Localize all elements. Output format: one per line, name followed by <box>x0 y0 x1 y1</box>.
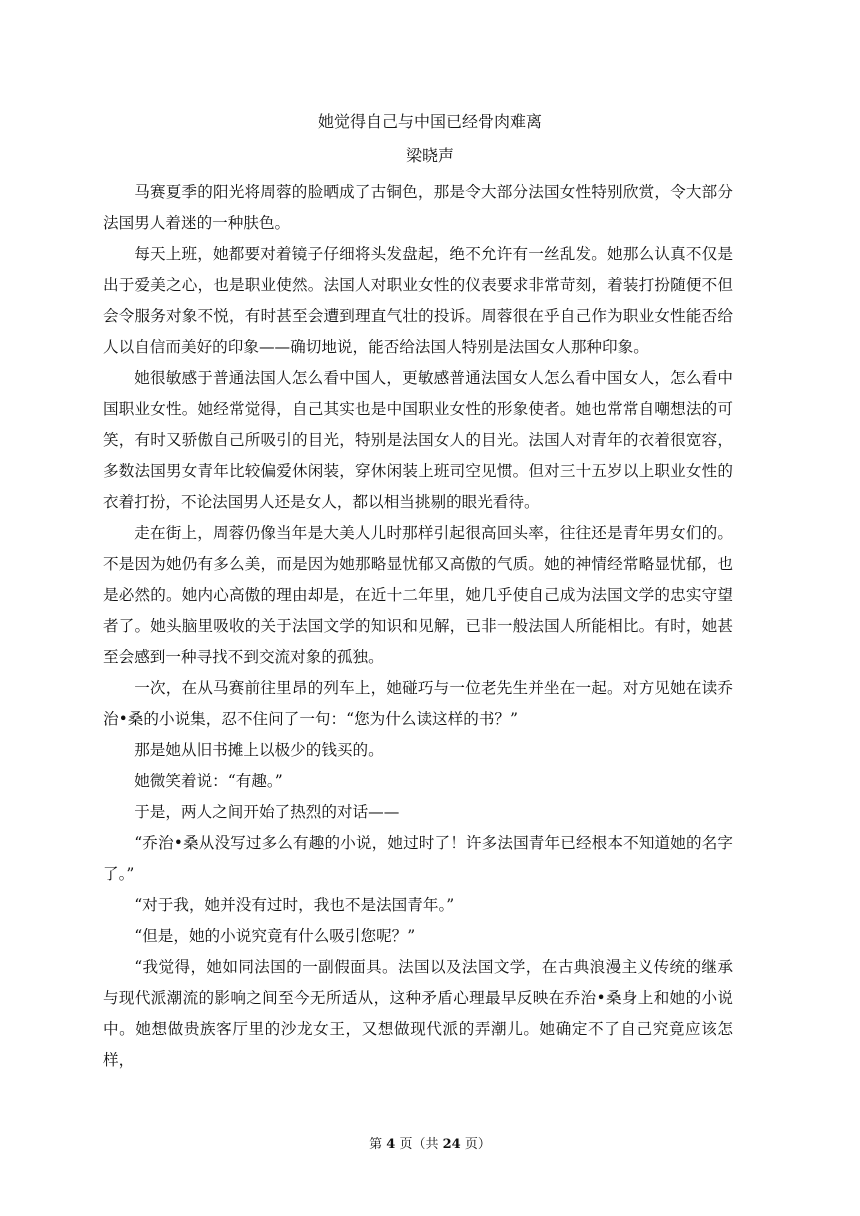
paragraph: “对于我，她并没有过时，我也不是法国青年。” <box>134 896 455 914</box>
paragraph: 她很敏感于普通法国人怎么看中国人，更敏感普通法国女人怎么看中国女人，怎么看中国职业女性。她经常觉得，自己其实也是中国职业女性的形象使者。她也常常自嘲想法的可笑，有时又骄傲自己所吸引的目光，特别是法国女人的目光。法国人对青年的衣着很宽容，多数法国男女青年比较偏爱休闲装，穿休闲装上班司空见惯。但对三十五岁以上职业女性的衣着打扮，不论法国男人还是女人，都以相当挑剔的眼光看待。 <box>103 369 733 511</box>
article-author: 梁晓声 <box>405 146 454 165</box>
paragraph: “乔治•桑从没写过多么有趣的小说，她过时了！许多法国青年已经根本不知道她的名字了。” <box>103 834 733 883</box>
paragraph: 于是，两人之间开始了热烈的对话—— <box>134 803 400 821</box>
page-footer <box>0 1136 860 1154</box>
paragraph: 每天上班，她都要对着镜子仔细将头发盘起，绝不允许有一丝乱发。她那么认真不仅是出于爱美之心，也是职业使然。法国人对职业女性的仪表要求非常苛刻，着装打扮随便不但会令服务对象不悦，有时甚至会遭到理直气壮的投诉。周蓉很在乎自己作为职业女性能否给人以自信而美好的印象——确切地说，能否给法国人特别是法国女人那种印象。 <box>103 245 733 356</box>
paragraph: 那是她从旧书摊上以极少的钱买的。 <box>134 741 384 759</box>
total-page-count: 24 <box>442 1137 461 1152</box>
paragraph: 一次，在从马赛前往里昂的列车上，她碰巧与一位老先生并坐在一起。对方见她在读乔治•桑的小说集，忍不住问了一句：“您为什么读这样的书？” <box>103 679 733 728</box>
paragraph: “但是，她的小说究竟有什么吸引您呢？” <box>134 927 416 945</box>
footer-middle: 页（共 <box>395 1137 443 1152</box>
paragraph: 马赛夏季的阳光将周蓉的脸晒成了古铜色，那是令大部分法国女性特别欣赏，令大部分法国男人着迷的一种肤色。 <box>103 183 733 232</box>
paragraph: “我觉得，她如同法国的一副假面具。法国以及法国文学，在古典浪漫主义传统的继承与现代派潮流的影响之间至今无所适从，这种矛盾心理最早反映在乔治•桑身上和她的小说中。她想做贵族客厅里的沙龙女王，又想做现代派的弄潮儿。她确定不了自己究竟应该怎样， <box>103 958 733 1069</box>
paragraph: 走在街上，周蓉仍像当年是大美人儿时那样引起很高回头率，往往还是青年男女们的。不是因为她仍有多么美，而是因为她那略显忧郁又高傲的气质。她的神情经常略显忧郁，也是必然的。她内心高傲的理由却是，在近十二年里，她几乎使自己成为法国文学的忠实守望者了。她头脑里吸收的关于法国文学的知识和见解，已非一般法国人所能相比。有时，她甚至会感到一种寻找不到交流对象的孤独。 <box>103 524 733 666</box>
paragraph: 她微笑着说：“有趣。” <box>134 772 283 790</box>
footer-prefix: 第 <box>369 1137 387 1152</box>
article-title: 她觉得自己与中国已经骨肉难离 <box>317 112 542 131</box>
current-page-number: 4 <box>386 1137 396 1152</box>
article-body <box>103 177 733 1076</box>
footer-suffix: 页） <box>460 1137 491 1152</box>
